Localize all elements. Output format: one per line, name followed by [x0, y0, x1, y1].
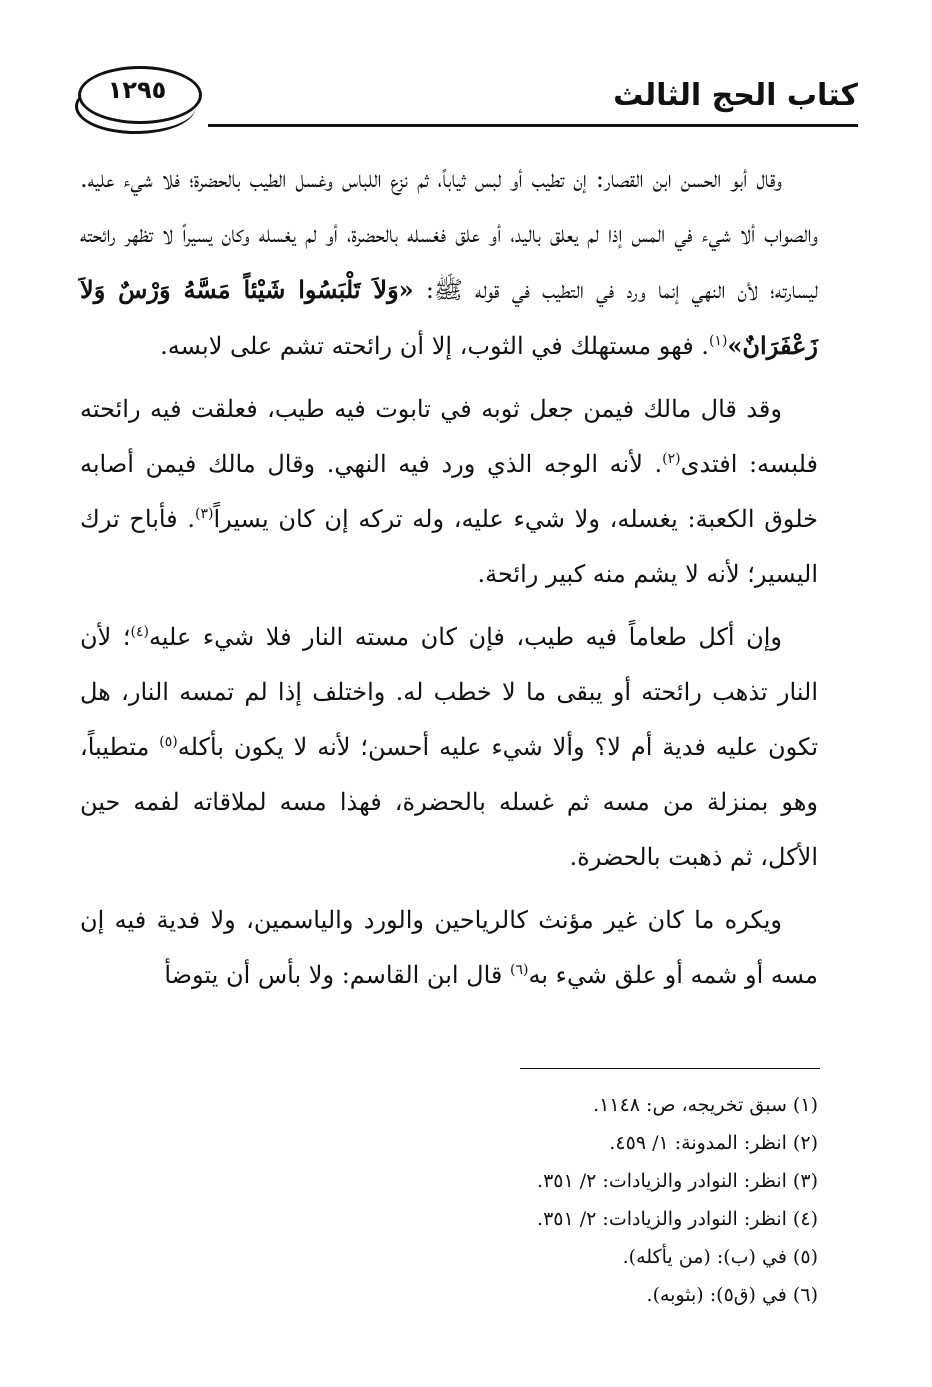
footnotes: [118, 1086, 818, 1314]
page-number: ١٢٩٥: [107, 76, 167, 104]
footnote: (٢) انظر: المدونة: ١/ ٤٥٩.: [609, 1132, 818, 1154]
page-header: [78, 58, 858, 138]
paragraph: [80, 893, 818, 1003]
footnote: (٣) انظر: النوادر والزيادات: ٢/ ٣٥١.: [537, 1170, 818, 1192]
text-segment: قال ابن القاسم: ولا بأس أن يتوضأ: [164, 961, 511, 989]
text-segment: . فهو مستهلك في الثوب، إلا أن رائحته تشم على لابسه.: [160, 332, 709, 360]
footnote-marker: (٤): [130, 624, 149, 640]
header-rule: [208, 124, 858, 127]
paragraph: [80, 382, 818, 602]
footnote-marker: (٣): [194, 506, 214, 522]
text-segment: متطيباً، وهو بمنزلة من مسه ثم غسله بالحضرة، فهذا مسه لملاقاته لفمه حين الأكل، ثم ذهبت بالحضرة.: [80, 733, 818, 871]
footnote: (٦) في (ق٥): (بثوبه).: [646, 1284, 818, 1306]
footnote-marker: (٥): [159, 734, 178, 750]
text-segment: وإن أكل طعاماً فيه طيب، فإن كان مسته النار فلا شيء عليه: [148, 623, 782, 651]
footnote-marker: (٢): [662, 451, 681, 467]
footnote-separator: [520, 1068, 820, 1069]
text-segment: ويكره ما كان غير مؤنث كالرياحين والورد والياسمين، ولا فدية فيه إن مسه أو شمه أو علق شيء به: [80, 906, 818, 989]
hadith-quote: «وَلاَ تَلْبَسُوا شَيْئاً مَسَّهُ وَرْسٌ وَلاَ زَعْفَرَانٌ»: [80, 275, 818, 360]
text-segment: . فأباح ترك اليسير؛ لأنه لا يشم منه كبير رائحة.: [80, 505, 818, 588]
footnote-marker: (١): [708, 333, 728, 349]
footnote-marker: (٦): [510, 962, 529, 978]
paragraph: [80, 152, 818, 374]
paragraph: [80, 610, 818, 885]
text-segment: وقد قال مالك فيمن جعل ثوبه في تابوت فيه طيب، فعلقت فيه رائحته فلبسه: افتدى: [80, 395, 818, 478]
footnote: (٤) انظر: النوادر والزيادات: ٢/ ٣٥١.: [537, 1208, 818, 1230]
footnote: (٥) في (ب): (من يأكله).: [622, 1246, 818, 1268]
book-title: كتاب الحج الثالث: [613, 78, 858, 113]
text-segment: . لأنه الوجه الذي ورد فيه النهي. وقال مالك فيمن أصابه خلوق الكعبة: يغسله، ولا شيء عليه، وله تركه إن كان يسيراً: [80, 450, 818, 533]
footnote: (١) سبق تخريجه، ص: ١١٤٨.: [593, 1094, 818, 1116]
body-text: [80, 152, 818, 1003]
text-segment: وقال أبو الحسن ابن القصار: إن تطيب أو لبس ثياباً، ثم نزع اللباس وغسل الطيب بالحضرة؛ فلا شيء عليه. والصواب ألا شيء في المس إذا لم يعلق باليد، أو علق فغسله بالحضرة، أو لم يغسله وكان يسيراً لا تظهر رائحته ليسارته؛ لأن النهي إنما ورد في التطيب في قوله ﷺ:: [80, 165, 818, 304]
text-segment: ؛ لأن النار تذهب رائحته أو يبقى ما لا خطب له. واختلف إذا لم تمسه النار، هل تكون عليه فدية أم لا؟ وألا شيء عليه أحسن؛ لأنه لا يكون بأكله: [80, 623, 818, 761]
